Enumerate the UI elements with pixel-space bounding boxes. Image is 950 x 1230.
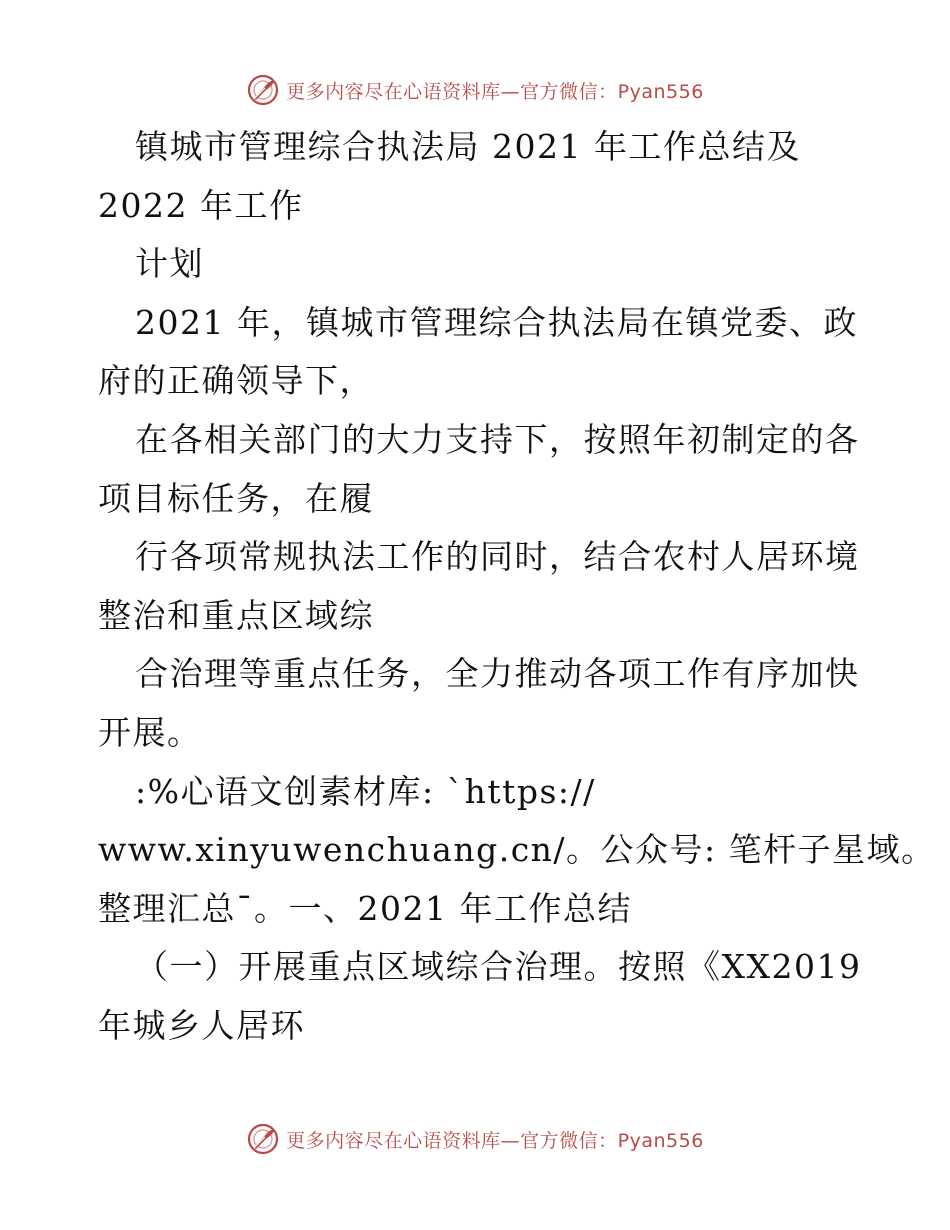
paragraph-line: 合治理等重点任务，全力推动各项工作有序加快	[135, 654, 860, 694]
footer-banner	[0, 1119, 950, 1159]
header-banner-text: 更多内容尽在心语资料库—官方微信：Pyan556	[286, 80, 704, 103]
paragraph-line: 府的正确领导下，	[98, 361, 374, 401]
document-title-line-1: 镇城市管理综合执法局 2021 年工作总结及	[135, 127, 801, 166]
document-title-line-3: 计划	[135, 244, 204, 284]
quill-pen-logo-icon	[246, 73, 280, 107]
paragraph-line: 整治和重点区域综	[98, 595, 374, 635]
document-body	[98, 118, 936, 1056]
quill-pen-logo-icon	[246, 1122, 280, 1156]
source-note-line: :%心语文创素材库: `https://	[135, 771, 596, 811]
header-banner	[0, 70, 950, 110]
subsection-line: 年城乡人居环	[98, 1005, 305, 1045]
document-title-line-2: 2022 年工作	[98, 185, 304, 225]
subsection-line: （一）开展重点区域综合治理。按照《XX2019	[135, 947, 862, 987]
paragraph-line: 项目标任务，在履	[98, 478, 374, 518]
footer-banner-text: 更多内容尽在心语资料库—官方微信：Pyan556	[286, 1129, 704, 1152]
section-heading-line: 整理汇总¯。一、2021 年工作总结	[98, 888, 632, 928]
paragraph-line: 行各项常规执法工作的同时，结合农村人居环境	[135, 537, 860, 577]
source-note-line: www.xinyuwenchuang.cn/。公众号: 笔杆子星域。	[98, 830, 936, 870]
paragraph-line: 在各相关部门的大力支持下，按照年初制定的各	[135, 419, 860, 459]
paragraph-line: 开展。	[98, 712, 202, 752]
paragraph-line: 2021 年，镇城市管理综合执法局在镇党委、政	[135, 302, 858, 342]
